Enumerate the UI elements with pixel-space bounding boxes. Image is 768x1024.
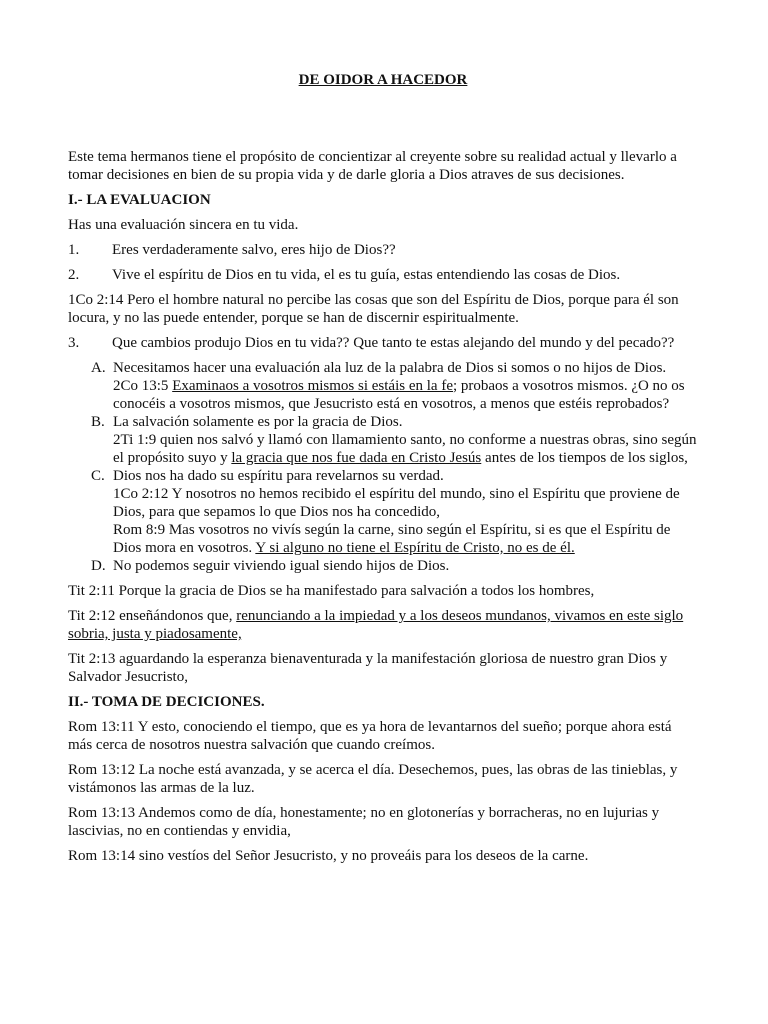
verse-1co-2-14: 1Co 2:14 Pero el hombre natural no percibe las cosas que son del Espíritu de Dios, porque para él son locura, y no las puede entender, porque se han de discernir espiritualmente.	[68, 292, 679, 326]
item-number: 3.	[68, 335, 80, 351]
underlined-verse-text: Y si alguno no tiene el Espíritu de Cristo, no es de él.	[255, 540, 575, 556]
item-line: Necesitamos hacer una evaluación ala luz de la palabra de Dios si somos o no hijos de Dios.	[113, 360, 667, 376]
item-line: La salvación solamente es por la gracia de Dios.	[113, 414, 403, 430]
item-letter: B.	[91, 414, 105, 430]
underlined-verse-text: la gracia que nos fue dada en Cristo Jesús	[231, 450, 482, 466]
section-heading-evaluacion: I.- LA EVALUACION	[68, 192, 211, 208]
item-number: 1.	[68, 242, 80, 258]
intro-paragraph: Este tema hermanos tiene el propósito de concientizar al creyente sobre su realidad actual y llevarlo a tomar decisiones en bien de su propia vida y de darle gloria a Dios atraves de sus decisiones.	[68, 149, 677, 183]
numbered-item-3	[68, 334, 698, 352]
list-item-c	[68, 467, 698, 557]
verse-rom-13-11: Rom 13:11 Y esto, conociendo el tiempo, que es ya hora de levantarnos del sueño; porque ahora está más cerca de nosotros nuestra salvación que cuando creímos.	[68, 719, 672, 753]
verse-text: 2Ti 1:9 quien nos salvó y llamó con llamamiento santo, no conforme a nuestras obras, sino según el propósito suyo y	[113, 432, 697, 466]
item-letter: A.	[91, 360, 106, 376]
verse-tit-2-13: Tit 2:13 aguardando la esperanza bienaventurada y la manifestación gloriosa de nuestro gran Dios y Salvador Jesucristo,	[68, 651, 668, 685]
evaluation-lead: Has una evaluación sincera en tu vida.	[68, 217, 299, 233]
underlined-verse-text: Examinaos a vosotros mismos si estáis en la fe	[172, 378, 453, 394]
item-letter: D.	[91, 558, 106, 574]
numbered-item-2	[68, 266, 698, 284]
item-letter: C.	[91, 468, 105, 484]
list-item-b	[68, 413, 698, 467]
verse-text: Rom 8:9 Mas vosotros no vivís según la carne, sino según el Espíritu, si es que el Espíritu de Dios mora en vosotros.	[113, 522, 671, 556]
item-line: Dios nos ha dado su espíritu para revelarnos su verdad.	[113, 468, 444, 484]
verse-ref: 2Co 13:5	[113, 378, 173, 394]
verse-text: Tit 2:12 enseñándonos que,	[68, 608, 237, 624]
verse-tit-2-11: Tit 2:11 Porque la gracia de Dios se ha manifestado para salvación a todos los hombres,	[68, 583, 595, 599]
verse-text: 1Co 2:12 Y nosotros no hemos recibido el espíritu del mundo, sino el Espíritu que proviene de Dios, para que sepamos lo que Dios nos ha concedido,	[113, 486, 680, 520]
numbered-item-1	[68, 241, 698, 259]
verse-rom-13-13: Rom 13:13 Andemos como de día, honestamente; no en glotonerías y borracheras, no en lujurias y lascivias, no en contiendas y envidia,	[68, 805, 660, 839]
item-number: 2.	[68, 267, 80, 283]
verse-rom-13-14: Rom 13:14 sino vestíos del Señor Jesucristo, y no proveáis para los deseos de la carne.	[68, 848, 589, 864]
item-text: Que cambios produjo Dios en tu vida?? Que tanto te estas alejando del mundo y del pecado??	[112, 335, 675, 351]
item-line: No podemos seguir viviendo igual siendo hijos de Dios.	[113, 558, 450, 574]
underlined-verse-text: renunciando a la impiedad y a los deseos mundanos, vivamos en este siglo sobria, justa y piadosamente,	[68, 608, 684, 642]
verse-tit-2-12	[68, 607, 698, 643]
item-text: Vive el espíritu de Dios en tu vida, el es tu guía, estas entendiendo las cosas de Dios.	[112, 267, 621, 283]
document-title: DE OIDOR A HACEDOR	[298, 72, 468, 88]
list-item-a	[68, 359, 698, 413]
document-body	[68, 71, 698, 872]
verse-text: antes de los tiempos de los siglos,	[481, 450, 688, 466]
verse-text: ; probaos a vosotros mismos. ¿O no os conocéis a vosotros mismos, que Jesucristo está en vosotros, a menos que estéis reprobados?	[113, 378, 685, 412]
verse-rom-13-12: Rom 13:12 La noche está avanzada, y se acerca el día. Desechemos, pues, las obras de las tinieblas, y vistámonos las armas de la luz.	[68, 762, 678, 796]
item-text: Eres verdaderamente salvo, eres hijo de Dios??	[112, 242, 396, 258]
section-heading-decisiones: II.- TOMA DE DECICIONES.	[68, 694, 265, 710]
list-item-d	[68, 557, 698, 575]
lettered-list	[68, 359, 698, 575]
